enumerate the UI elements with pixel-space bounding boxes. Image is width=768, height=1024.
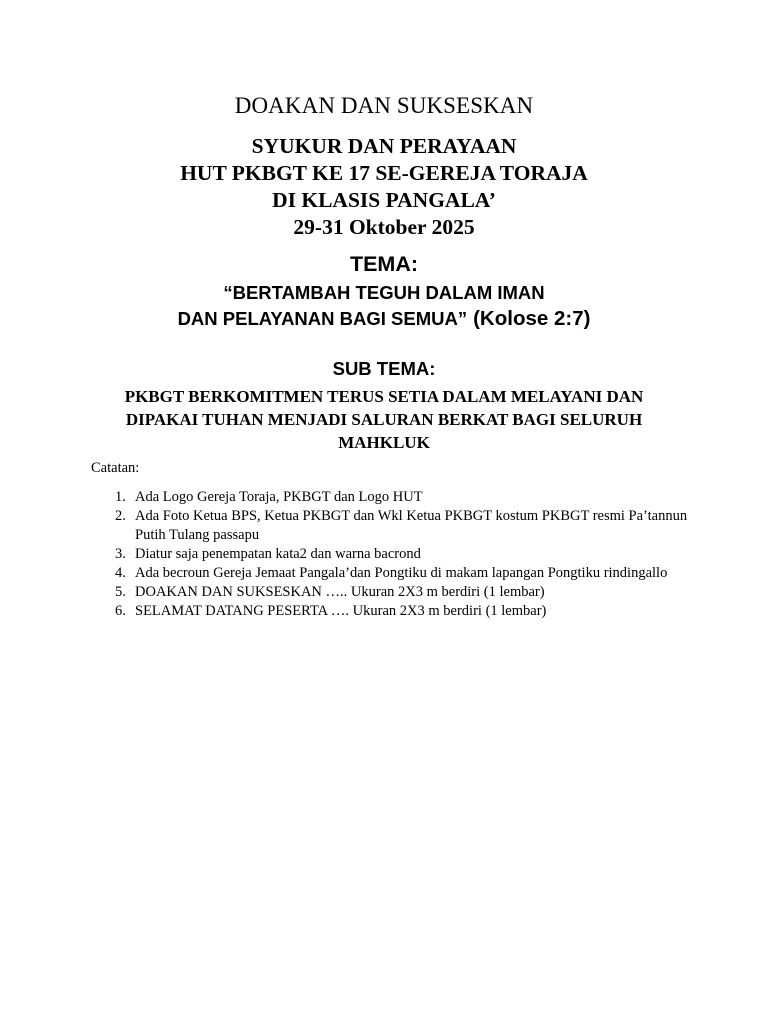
list-item-text: SELAMAT DATANG PESERTA …. Ukuran 2X3 m berdiri (1 lembar) bbox=[135, 603, 547, 619]
tema-reference: (Kolose 2:7) bbox=[473, 307, 591, 330]
event-title-block bbox=[0, 133, 768, 241]
sub-tema-line-2: DIPAKAI TUHAN MENJADI SALURAN BERKAT BAGI SELURUH bbox=[125, 410, 643, 429]
notes-list bbox=[91, 488, 691, 621]
list-item-number: 1. bbox=[115, 489, 126, 505]
list-item bbox=[91, 602, 691, 621]
tema-text bbox=[0, 280, 768, 332]
sub-tema-line-3: MAHKLUK bbox=[338, 433, 430, 452]
event-title-line-1: SYUKUR DAN PERAYAAN bbox=[251, 134, 517, 158]
list-item-text: Ada Logo Gereja Toraja, PKBGT dan Logo HUT bbox=[135, 489, 423, 505]
list-item-text: DOAKAN DAN SUKSESKAN ….. Ukuran 2X3 m berdiri (1 lembar) bbox=[135, 584, 545, 600]
list-item-number: 5. bbox=[115, 584, 126, 600]
list-item-text: Ada Foto Ketua BPS, Ketua PKBGT dan Wkl Ketua PKBGT kostum PKBGT resmi Pa’tannun Putih Tulang passapu bbox=[135, 508, 688, 543]
tema-line-2 bbox=[0, 306, 768, 332]
list-item-number: 6. bbox=[115, 603, 126, 619]
list-item bbox=[91, 488, 691, 507]
list-item bbox=[91, 545, 691, 564]
sub-tema-line-1: PKBGT BERKOMITMEN TERUS SETIA DALAM MELAYANI DAN bbox=[124, 387, 644, 406]
top-heading: DOAKAN DAN SUKSESKAN bbox=[234, 93, 534, 118]
list-item-number: 2. bbox=[115, 508, 126, 524]
list-item bbox=[91, 583, 691, 602]
list-item-text: Diatur saja penempatan kata2 dan warna bacrond bbox=[135, 546, 421, 562]
event-date: 29-31 Oktober 2025 bbox=[293, 215, 475, 239]
sub-tema-text bbox=[0, 385, 768, 454]
list-item-number: 4. bbox=[115, 565, 126, 581]
list-item-number: 3. bbox=[115, 546, 126, 562]
list-item-text: Ada becroun Gereja Jemaat Pangala’dan Pongtiku di makam lapangan Pongtiku rindingallo bbox=[135, 565, 668, 581]
event-title-line-3: DI KLASIS PANGALA’ bbox=[272, 188, 496, 212]
tema-line-2-text: DAN PELAYANAN BAGI SEMUA” bbox=[177, 308, 468, 329]
list-item bbox=[91, 507, 691, 545]
notes-title: Catatan: bbox=[91, 460, 140, 476]
tema-line-1: “BERTAMBAH TEGUH DALAM IMAN bbox=[223, 282, 545, 303]
list-item bbox=[91, 564, 691, 583]
sub-tema-label: SUB TEMA: bbox=[332, 358, 436, 379]
tema-label: TEMA: bbox=[349, 252, 419, 276]
event-title-line-2: HUT PKBGT KE 17 SE-GEREJA TORAJA bbox=[180, 161, 588, 185]
